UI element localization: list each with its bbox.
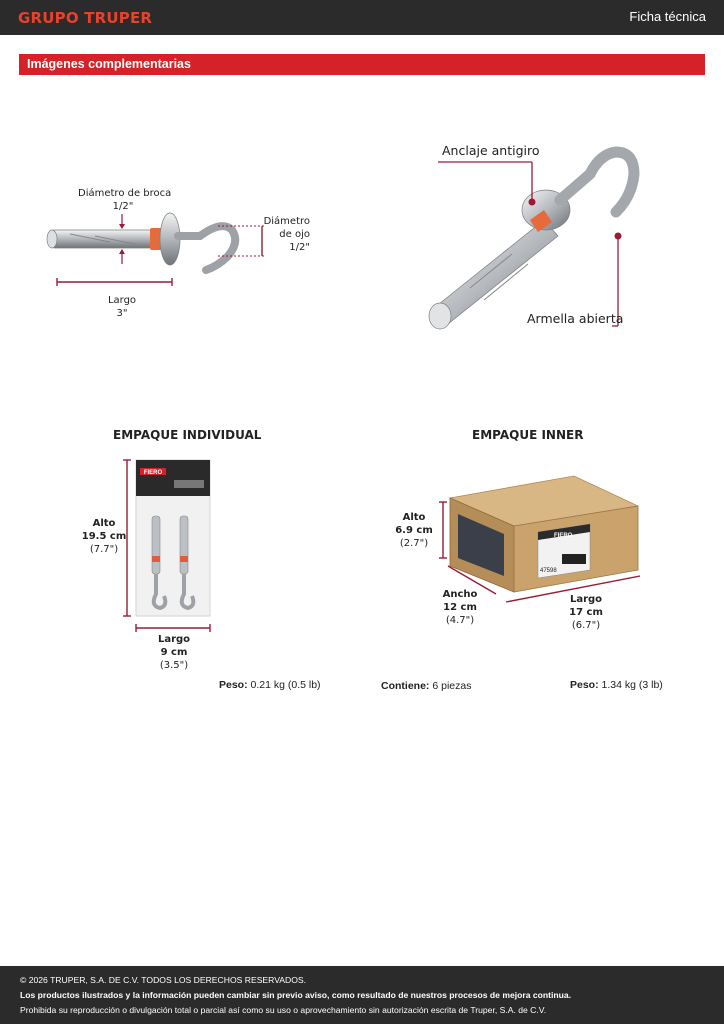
anti-rotation-callout: Anclaje antigiro (442, 143, 540, 158)
individual-package-image (120, 456, 220, 634)
card-brand-logo: FIERO (143, 470, 163, 476)
footer-prohibition: Prohibida su reproducción o divulgación total o parcial así como su uso o aprovechamiento sin autorización escrita de Truper, S.A. de C.V. (20, 1005, 547, 1015)
document-type: Ficha técnica (629, 9, 706, 24)
box-code: 47598 (540, 568, 557, 574)
individual-package-title: EMPAQUE INDIVIDUAL (113, 428, 262, 442)
section-bar (19, 54, 705, 75)
footer-copyright: © 2026 TRUPER, S.A. DE C.V. TODOS LOS DERECHOS RESERVADOS. (20, 975, 307, 985)
inner-contains: Contiene: 6 piezas (381, 680, 472, 692)
page-footer (0, 966, 724, 1024)
inner-package-title: EMPAQUE INNER (472, 428, 584, 442)
inner-length-label: Largo 17 cm (6.7") (569, 594, 603, 631)
section-title: Imágenes complementarias (27, 57, 191, 71)
length-label: Largo 3" (107, 295, 137, 319)
drill-diameter-label: Diámetro de broca 1/2" (78, 188, 172, 212)
eye-diameter-label: Diámetro de ojo 1/2" (263, 216, 310, 253)
footer-notice: Los productos ilustrados y la información pueden cambiar sin previo aviso, como resultado de nuestros procesos de mejora continua. (20, 990, 572, 1000)
inner-height-label: Alto 6.9 cm (2.7") (395, 512, 433, 549)
product-feature-image (420, 140, 650, 340)
individual-length-label: Largo 9 cm (3.5") (157, 634, 191, 671)
individual-weight: Peso: 0.21 kg (0.5 lb) (219, 679, 321, 691)
inner-weight: Peso: 1.34 kg (3 lb) (570, 679, 663, 691)
open-eye-callout: Armella abierta (527, 311, 624, 326)
inner-width-label: Ancho 12 cm (4.7") (442, 589, 478, 626)
individual-height-label: Alto 19.5 cm (7.7") (81, 518, 127, 555)
brand-logo: GRUPO TRUPER (18, 9, 153, 27)
page-header (0, 0, 724, 35)
box-brand-logo: FIERO (554, 533, 573, 539)
